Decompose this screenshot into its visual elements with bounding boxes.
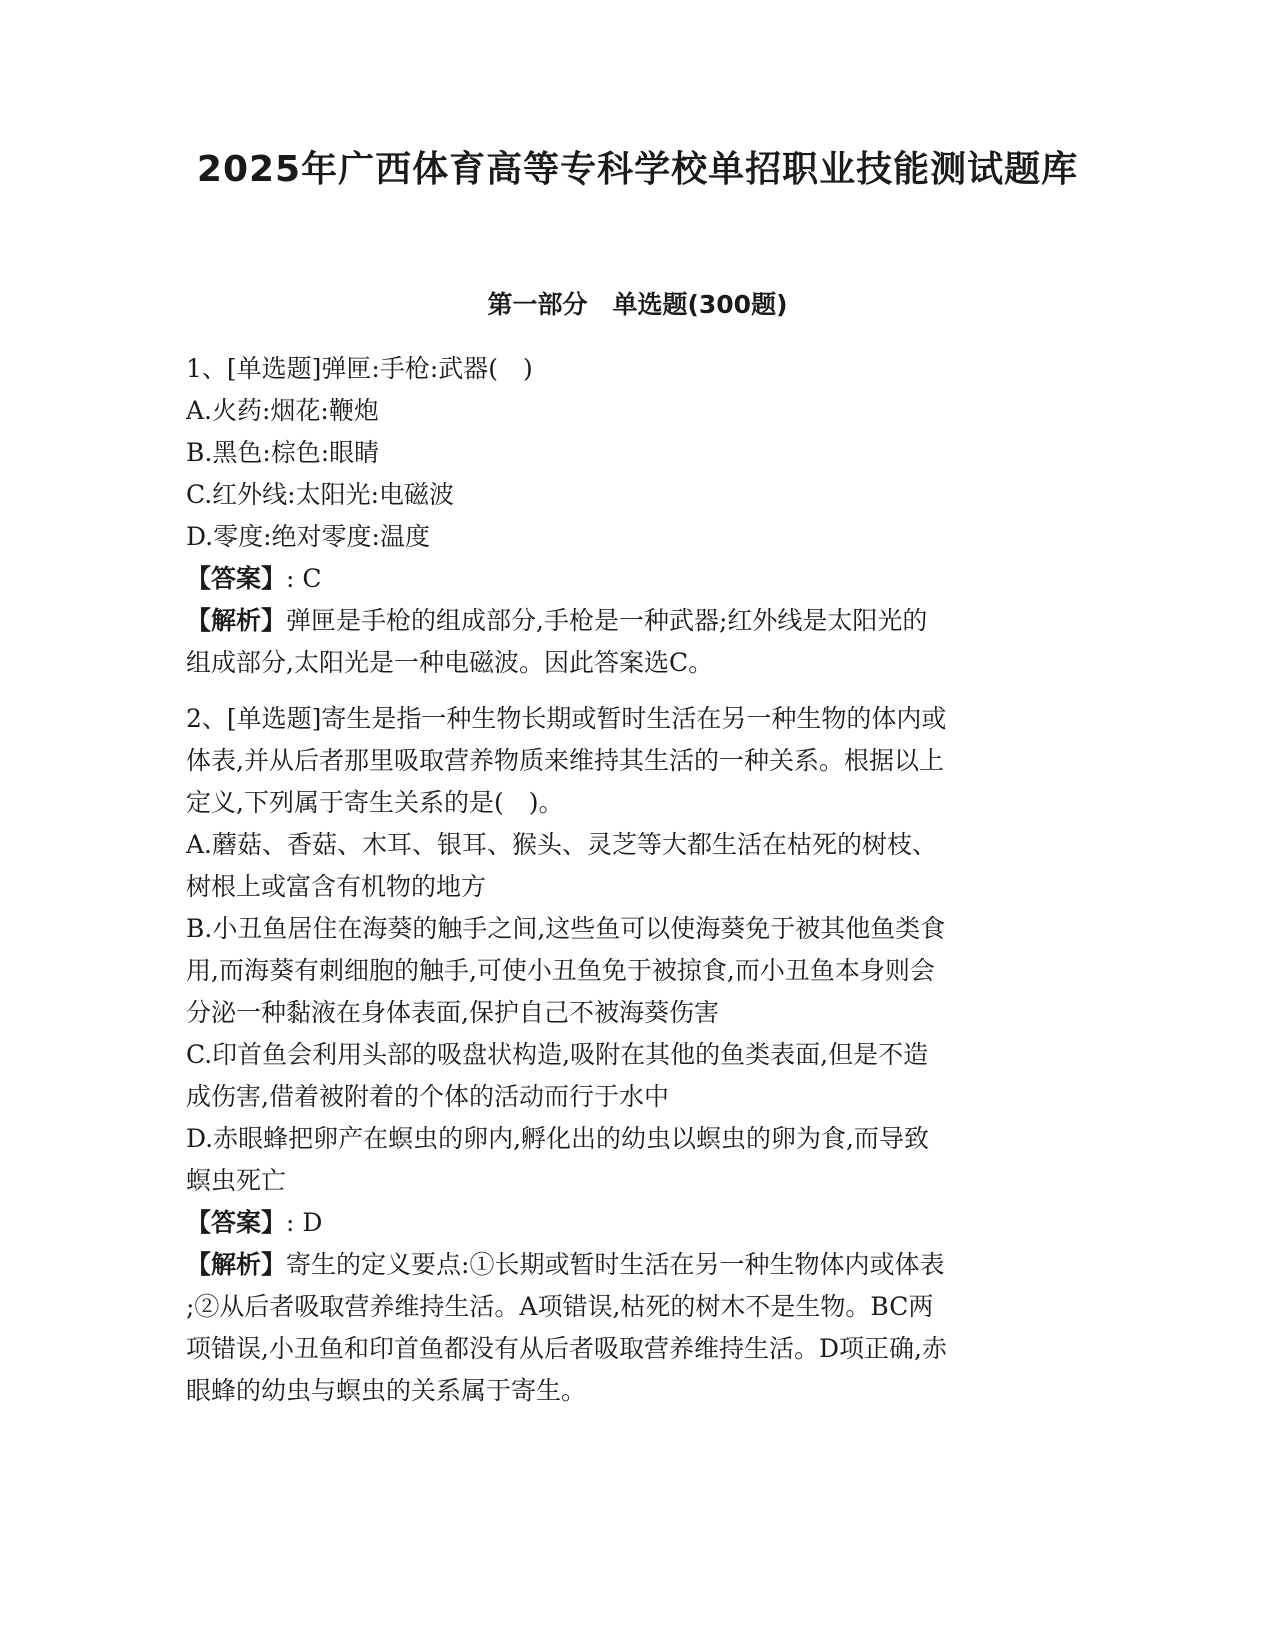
analysis-text: 寄生的定义要点:①长期或暂时生活在另一种生物体内或体表 xyxy=(286,1250,945,1279)
analysis-line xyxy=(186,600,1076,642)
analysis-text: 项错误,小丑鱼和印首鱼都没有从后者吸取营养维持生活。D项正确,赤 xyxy=(186,1334,947,1363)
answer-tag: 【答案】 xyxy=(186,564,287,593)
option-b: 分泌一种黏液在身体表面,保护自己不被海葵伤害 xyxy=(186,998,719,1027)
question-1 xyxy=(186,348,1076,684)
answer-line xyxy=(186,1202,1076,1244)
question-stem: 1、[单选题]弹匣:手枪:武器( ) xyxy=(186,354,533,383)
option-c: C.印首鱼会利用头部的吸盘状构造,吸附在其他的鱼类表面,但是不造 xyxy=(186,1040,929,1069)
analysis-text: ;②从后者吸取营养维持生活。A项错误,枯死的树木不是生物。BC两 xyxy=(186,1292,934,1321)
question-stem: 体表,并从后者那里吸取营养物质来维持其生活的一种关系。根据以上 xyxy=(186,746,944,775)
analysis-text: 弹匣是手枪的组成部分,手枪是一种武器;红外线是太阳光的 xyxy=(286,606,928,635)
option-a: A.火药:烟花:鞭炮 xyxy=(186,396,379,425)
option-d: D.零度:绝对零度:温度 xyxy=(186,522,430,551)
option-b: 用,而海葵有刺细胞的触手,可使小丑鱼免于被掠食,而小丑鱼本身则会 xyxy=(186,956,935,985)
option-c: 成伤害,借着被附着的个体的活动而行于水中 xyxy=(186,1082,669,1111)
answer-line xyxy=(186,558,1076,600)
analysis-line xyxy=(186,1244,1076,1286)
option-d: 螟虫死亡 xyxy=(186,1166,287,1195)
question-2 xyxy=(186,698,1076,1412)
answer-value: : D xyxy=(286,1208,323,1237)
analysis-tag: 【解析】 xyxy=(186,606,287,635)
analysis-text: 组成部分,太阳光是一种电磁波。因此答案选C。 xyxy=(186,648,714,677)
question-stem: 定义,下列属于寄生关系的是( )。 xyxy=(186,788,564,817)
option-d: D.赤眼蜂把卵产在螟虫的卵内,孵化出的幼虫以螟虫的卵为食,而导致 xyxy=(186,1124,929,1153)
section-title: 第一部分 单选题(300题) xyxy=(487,290,788,319)
option-a: 树根上或富含有机物的地方 xyxy=(186,872,487,901)
question-spacer xyxy=(186,684,1076,698)
option-a: A.蘑菇、香菇、木耳、银耳、猴头、灵芝等大都生活在枯死的树枝、 xyxy=(186,830,938,859)
document-title: 2025年广西体育高等专科学校单招职业技能测试题库 xyxy=(196,149,1079,190)
option-b: B.黑色:棕色:眼睛 xyxy=(186,438,380,467)
question-list xyxy=(186,348,1076,1412)
option-b: B.小丑鱼居住在海葵的触手之间,这些鱼可以使海葵免于被其他鱼类食 xyxy=(186,914,946,943)
answer-tag: 【答案】 xyxy=(186,1208,287,1237)
option-c: C.红外线:太阳光:电磁波 xyxy=(186,480,455,509)
answer-value: : C xyxy=(286,564,322,593)
analysis-tag: 【解析】 xyxy=(186,1250,287,1279)
question-stem: 2、[单选题]寄生是指一种生物长期或暂时生活在另一种生物的体内或 xyxy=(186,704,947,733)
analysis-text: 眼蜂的幼虫与螟虫的关系属于寄生。 xyxy=(186,1376,587,1405)
